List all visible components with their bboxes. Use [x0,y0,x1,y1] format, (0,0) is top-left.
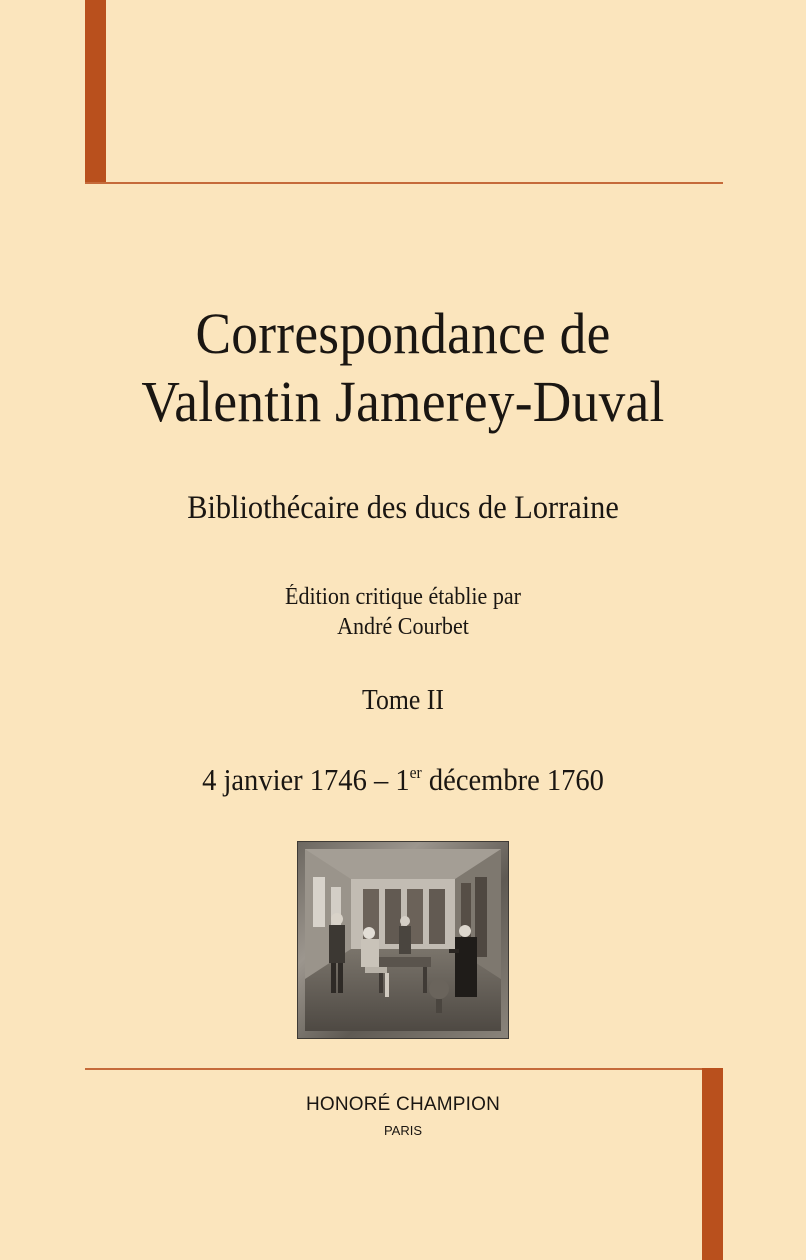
painting-library-scene [305,849,501,1031]
title-line-1: Correspondance de [195,301,611,366]
date-range-start: 4 janvier 1746 – 1 [202,762,410,797]
date-ordinal-suffix: er [409,763,422,782]
bottom-rule [85,1068,723,1070]
top-accent-bar [85,0,106,184]
edition-credit [32,582,774,642]
book-title [32,300,774,436]
top-rule [85,182,723,184]
date-range-end: décembre 1760 [421,762,604,797]
book-subtitle: Bibliothécaire des ducs de Lorraine [187,490,619,526]
edition-label: Édition critique établie par [284,584,522,610]
volume-label: Tome II [362,685,444,716]
cover-painting [298,842,508,1038]
publisher-city: PARIS [383,1123,423,1138]
title-line-2: Valentin Jamerey-Duval [141,369,665,434]
publisher-name: HONORÉ CHAMPION [305,1094,501,1115]
date-range [32,760,774,800]
editor-name: André Courbet [337,614,469,640]
